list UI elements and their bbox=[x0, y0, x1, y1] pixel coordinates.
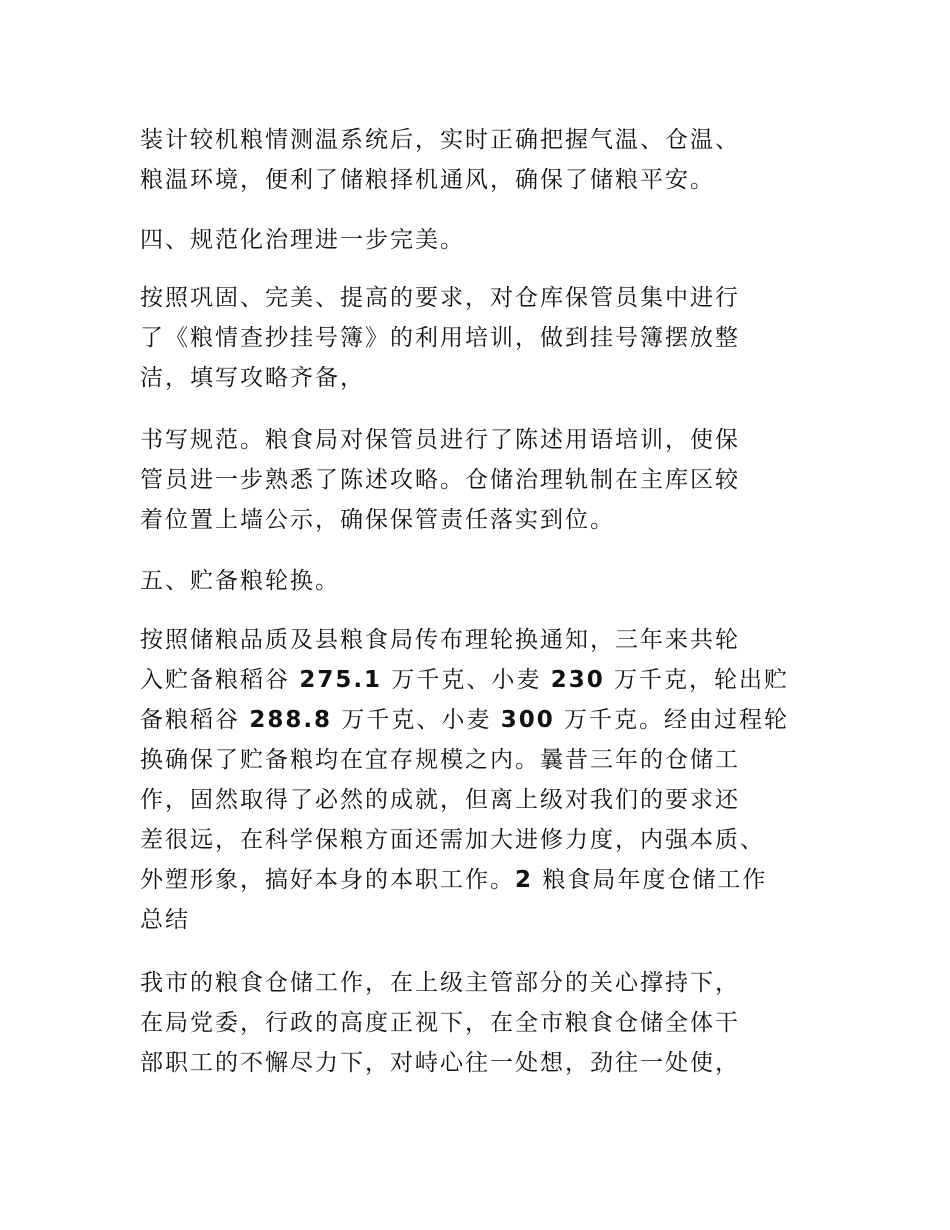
paragraph bbox=[140, 420, 820, 540]
bold-number: 2 bbox=[515, 867, 534, 893]
text-run: 在局党委，行政的高度正视下，在全市粮食仓储全体干 bbox=[140, 1010, 740, 1036]
text-run: 按照巩固、完美、提高的要求，对仓库保管员集中进行 bbox=[140, 285, 740, 311]
bold-number: 230 bbox=[550, 667, 605, 693]
text-line bbox=[140, 318, 820, 358]
text-line bbox=[140, 561, 820, 601]
text-run: 管员进一步熟悉了陈述攻略。仓储治理轨制在主库区较 bbox=[140, 467, 740, 493]
text-run: 差很远，在科学保粮方面还需加大进修力度，内强本质、 bbox=[140, 827, 765, 853]
text-run: 外塑形象，搞好本身的本职工作。 bbox=[140, 867, 515, 893]
text-run: 了《粮情查抄挂号簿》的利用培训，做到挂号簿摆放整 bbox=[140, 325, 740, 351]
text-line bbox=[140, 500, 820, 540]
paragraph bbox=[140, 220, 820, 260]
text-line bbox=[140, 160, 820, 200]
paragraph bbox=[140, 620, 820, 940]
text-line bbox=[140, 620, 820, 660]
text-line bbox=[140, 460, 820, 500]
text-line bbox=[140, 700, 820, 740]
text-run: 万千克。经由过程轮 bbox=[554, 707, 790, 733]
text-line bbox=[140, 963, 820, 1003]
text-line bbox=[140, 278, 820, 318]
text-line bbox=[140, 1003, 820, 1043]
text-run: 按照储粮品质及县粮食局传布理轮换通知，三年来共轮 bbox=[140, 627, 740, 653]
text-run: 总结 bbox=[140, 907, 190, 933]
paragraph bbox=[140, 120, 820, 200]
paragraph bbox=[140, 278, 820, 398]
bold-number: 288.8 bbox=[249, 707, 333, 733]
text-run: 万千克，轮出贮 bbox=[604, 667, 790, 693]
text-run: 入贮备粮稻谷 bbox=[140, 667, 300, 693]
text-line bbox=[140, 420, 820, 460]
text-run: 洁，填写攻略齐备， bbox=[140, 365, 365, 391]
text-run: 粮食局年度仓储工作 bbox=[533, 867, 768, 893]
text-run: 万千克、小麦 bbox=[332, 707, 501, 733]
text-run: 粮温环境，便利了储粮择机通风，确保了储粮平安。 bbox=[140, 167, 715, 193]
text-run: 备粮稻谷 bbox=[140, 707, 250, 733]
text-line bbox=[140, 820, 820, 860]
text-line bbox=[140, 900, 820, 940]
text-run: 部职工的不懈尽力下，对峙心往一处想，劲往一处使， bbox=[140, 1050, 740, 1076]
paragraph bbox=[140, 561, 820, 601]
text-run: 装计较机粮情测温系统后，实时正确把握气温、仓温、 bbox=[140, 127, 740, 153]
text-line bbox=[140, 120, 820, 160]
text-run: 换确保了贮备粮均在宜存规模之内。曩昔三年的仓储工 bbox=[140, 747, 740, 773]
text-line bbox=[140, 740, 820, 780]
text-run: 书写规范。粮食局对保管员进行了陈述用语培训，使保 bbox=[140, 427, 740, 453]
text-line bbox=[140, 860, 820, 900]
bold-number: 300 bbox=[500, 707, 555, 733]
text-run: 作，固然取得了必然的成就，但离上级对我们的要求还 bbox=[140, 787, 740, 813]
text-run: 我市的粮食仓储工作，在上级主管部分的关心撑持下， bbox=[140, 970, 740, 996]
paragraph bbox=[140, 963, 820, 1083]
text-line bbox=[140, 1043, 820, 1083]
text-line bbox=[140, 358, 820, 398]
text-run: 五、贮备粮轮换。 bbox=[140, 568, 340, 594]
text-run: 万千克、小麦 bbox=[382, 667, 551, 693]
text-run: 四、规范化治理进一步完美。 bbox=[140, 227, 465, 253]
text-line bbox=[140, 660, 820, 700]
text-line bbox=[140, 220, 820, 260]
text-line bbox=[140, 780, 820, 820]
text-run: 着位置上墙公示，确保保管责任落实到位。 bbox=[140, 507, 615, 533]
bold-number: 275.1 bbox=[299, 667, 383, 693]
